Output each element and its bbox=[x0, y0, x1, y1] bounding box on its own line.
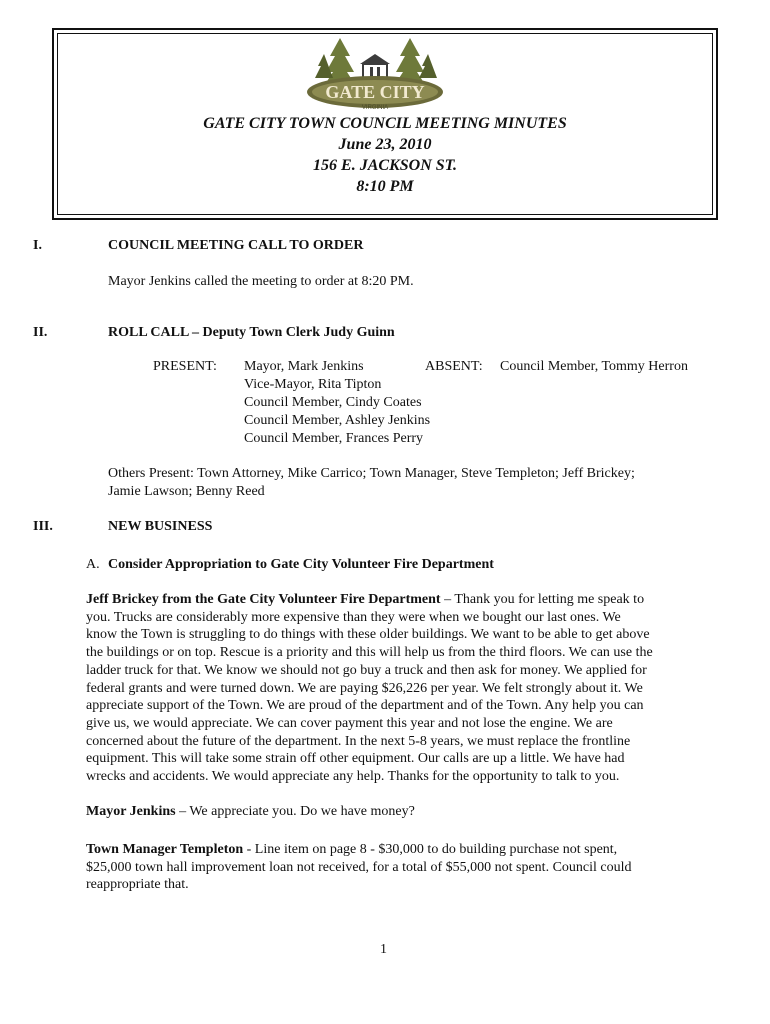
item-title: Consider Appropriation to Gate City Volunteer Fire Department bbox=[108, 557, 494, 572]
section-heading: NEW BUSINESS bbox=[108, 519, 213, 534]
logo-subtext: VIRGINIA bbox=[361, 105, 389, 111]
brickey-paragraph bbox=[86, 591, 704, 786]
paragraph-line: appreciate support of the Town. We are proud of the department and of the Town. Any help you can bbox=[86, 698, 644, 714]
paragraph-line: concerned about the future of the department. In the next 5-8 years, we must replace the frontline bbox=[86, 733, 631, 749]
paragraph-line: the buildings or on top. Rescue is a priority and this will help us from the third floors. We can use the bbox=[86, 645, 653, 661]
meeting-address: 156 E. JACKSON ST. bbox=[313, 157, 457, 174]
paragraph-line: ladder truck for that. We know we should not go buy a truck and then ask for money. We applied for bbox=[86, 662, 647, 678]
present-member: Mayor, Mark Jenkins bbox=[244, 359, 364, 374]
paragraph-line: – We appreciate you. Do we have money? bbox=[175, 804, 415, 819]
meeting-title: GATE CITY TOWN COUNCIL MEETING MINUTES bbox=[203, 115, 567, 132]
paragraph-line: – Thank you for letting me speak to bbox=[440, 592, 645, 607]
paragraph-line: you. Trucks are considerably more expensive than they were when we bought our last ones. We bbox=[86, 609, 621, 625]
paragraph-line: federal grants and were turned down. We are paying $26,226 per year. We felt strongly about it. We bbox=[86, 680, 643, 696]
page-number: 1 bbox=[380, 942, 387, 957]
mayor-paragraph bbox=[86, 803, 704, 821]
paragraph-line: - Line item on page 8 - $30,000 to do building purchase not spent, bbox=[243, 842, 618, 857]
town-manager-paragraph bbox=[86, 841, 704, 894]
others-present-line: Others Present: Town Attorney, Mike Carrico; Town Manager, Steve Templeton; Jeff Brickey; bbox=[108, 466, 635, 481]
meeting-title-block bbox=[60, 113, 710, 197]
logo-text: GATE CITY bbox=[325, 82, 425, 102]
others-present-line: Jamie Lawson; Benny Reed bbox=[108, 484, 265, 499]
paragraph-line: know the Town is struggling to do things with these older buildings. We want to be able to get above bbox=[86, 627, 650, 643]
item-letter: A. bbox=[86, 557, 100, 572]
present-label: PRESENT: bbox=[153, 359, 217, 374]
section-text: Mayor Jenkins called the meeting to order at 8:20 PM. bbox=[108, 274, 414, 289]
paragraph-line: give us, we would appreciate. We can cover payment this year and not lose the engine. We are bbox=[86, 715, 613, 731]
absent-label: ABSENT: bbox=[425, 359, 483, 374]
gate-city-logo bbox=[300, 34, 450, 112]
absent-member: Council Member, Tommy Herron bbox=[500, 359, 688, 374]
section-numeral: II. bbox=[33, 325, 48, 340]
paragraph-line: equipment. This will take some strain off other equipment. Our calls are up a little. We have had bbox=[86, 751, 625, 767]
present-member: Council Member, Ashley Jenkins bbox=[244, 413, 431, 428]
section-numeral: III. bbox=[33, 519, 53, 534]
paragraph-line: reappropriate that. bbox=[86, 877, 189, 893]
paragraph-line: wrecks and accidents. We would appreciate any help. Thanks for the opportunity to talk to you. bbox=[86, 769, 620, 785]
speaker-name: Town Manager Templeton bbox=[86, 842, 244, 857]
present-member: Council Member, Cindy Coates bbox=[244, 395, 422, 410]
present-member: Council Member, Frances Perry bbox=[244, 431, 424, 446]
present-member: Vice-Mayor, Rita Tipton bbox=[244, 377, 382, 392]
section-heading: COUNCIL MEETING CALL TO ORDER bbox=[108, 238, 364, 253]
meeting-date: June 23, 2010 bbox=[338, 136, 432, 153]
speaker-name: Mayor Jenkins bbox=[86, 804, 176, 819]
section-heading: ROLL CALL – Deputy Town Clerk Judy Guinn bbox=[108, 325, 395, 340]
section-numeral: I. bbox=[33, 238, 42, 253]
speaker-name: Jeff Brickey from the Gate City Volunteer Fire Department bbox=[86, 592, 441, 607]
meeting-time: 8:10 PM bbox=[356, 178, 414, 195]
paragraph-line: $25,000 town hall improvement loan not received, for a total of $55,000 not spent. Council could bbox=[86, 859, 632, 875]
